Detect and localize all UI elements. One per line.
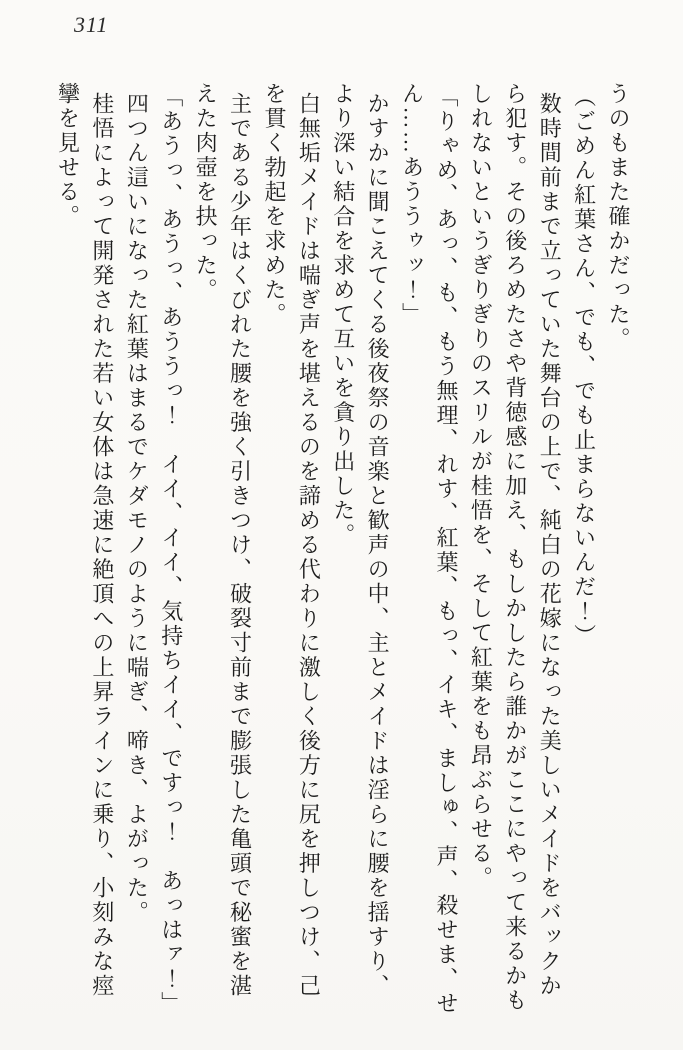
text-line: 攣を見せる。	[55, 82, 81, 229]
text-line: を貫く勃起を求めた。	[261, 82, 287, 327]
text-line: 「あうっ、あうっ、あううっ！ イイ、イイ、気持ちイイ、ですっ！ あっはァ！」	[158, 85, 184, 1017]
page-number: 311	[74, 12, 109, 37]
text-line: ん……あううゥッ！」	[399, 82, 425, 327]
text-line: えた肉壺を抉った。	[193, 82, 219, 303]
text-line: 白無垢メイドは喘ぎ声を堪えるのを諦める代わりに激しく後方に尻を押しつけ、己	[296, 91, 322, 999]
text-line: 数時間前まで立っていた舞台の上で、純白の花嫁になった美しいメイドをバックか	[537, 91, 563, 999]
text-line: 桂悟によって開発された若い女体は急速に絶頂への上昇ラインに乗り、小刻みな痙	[89, 91, 115, 999]
text-line: かすかに聞こえてくる後夜祭の音楽と歓声の中、主とメイドは淫らに腰を揺すり、	[365, 91, 391, 999]
text-line: より深い結合を求めて互いを貪り出した。	[330, 82, 356, 548]
vertical-text-block	[50, 82, 635, 1018]
text-line: 主である少年はくびれた腰を強く引きつけ、破裂寸前まで膨張した亀頭で秘蜜を湛	[227, 91, 253, 999]
text-line: ら犯す。その後ろめたさや背徳感に加え、もしかしたら誰かがここにやって来るかも	[502, 82, 528, 1013]
text-line: うのもまた確かだった。	[606, 82, 631, 352]
text-line: （ごめん紅葉さん、でも、でも止まらないんだ！）	[571, 85, 597, 649]
text-line: 四つん這いになった紅葉はまるでケダモノのように喘ぎ、啼き、よがった。	[124, 91, 150, 925]
text-line: しれないというぎりぎりのスリルが桂悟を、そして紅葉をも昂ぶらせる。	[468, 82, 494, 891]
text-line: 「りゃめ、あっ、も、もう無理、れす、紅葉、もっ、イキ、ましゅ、声、殺せま、せ	[433, 85, 459, 1017]
